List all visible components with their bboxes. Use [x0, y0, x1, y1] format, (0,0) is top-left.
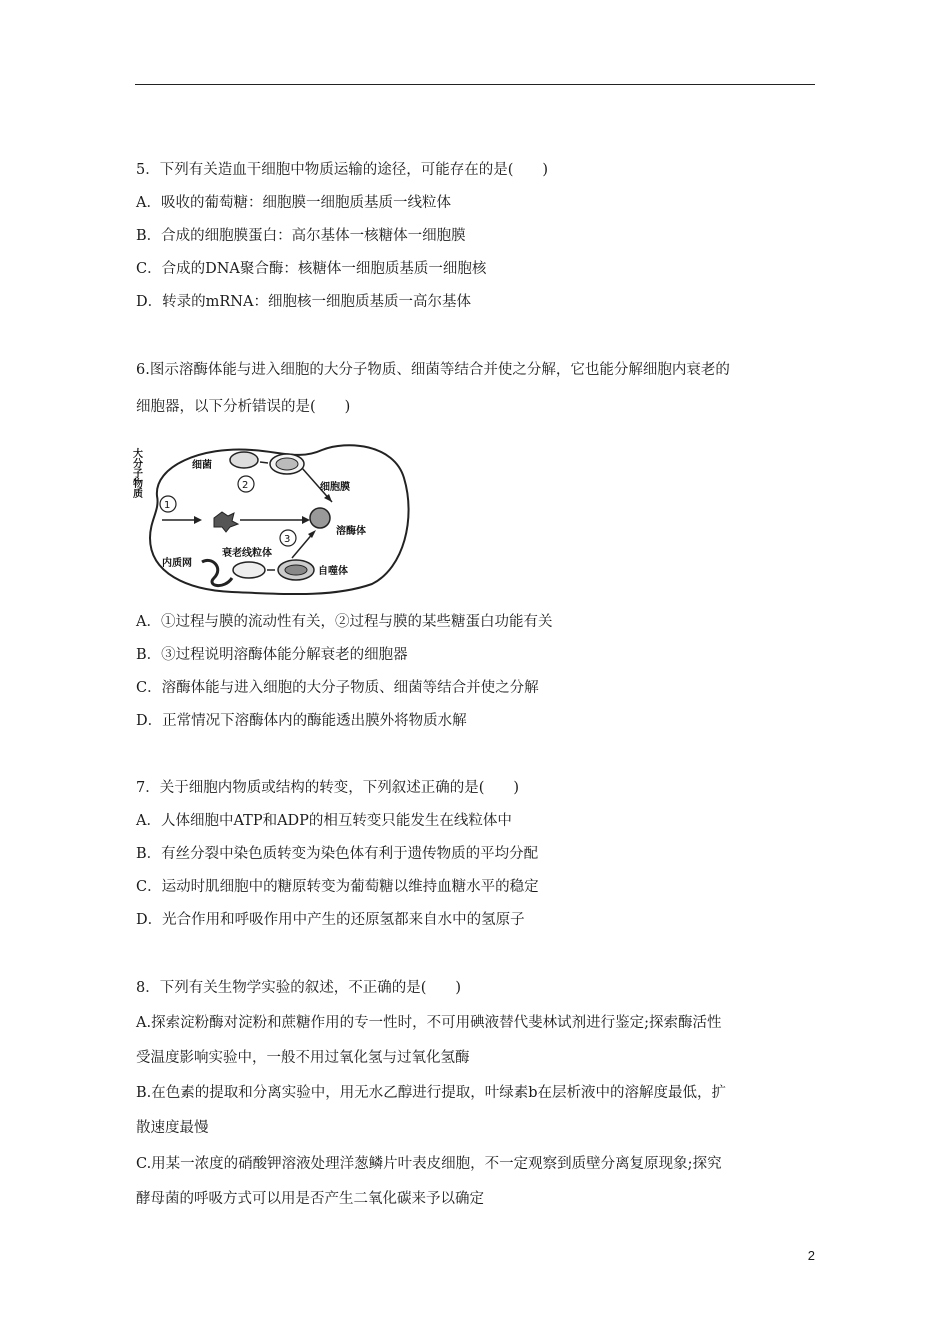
mark-2: 2: [242, 480, 249, 491]
q6-option-b: B．③过程说明溶酶体能分解衰老的细胞器: [136, 647, 408, 663]
label-old-mito: 衰老线粒体: [222, 548, 272, 559]
er-membrane: [202, 560, 232, 585]
q6-option-a: A．①过程与膜的流动性有关，②过程与膜的某些糖蛋白功能有关: [136, 614, 553, 630]
q7-option-c: C．运动时肌细胞中的糖原转变为葡萄糖以维持血糖水平的稳定: [136, 879, 539, 895]
q6-stem-line1: 6.图示溶酶体能与进入细胞的大分子物质、细菌等结合并使之分解，它也能分解细胞内衰老的: [136, 362, 730, 378]
q5-option-b: B．合成的细胞膜蛋白：高尔基体一核糖体一细胞膜: [136, 228, 466, 244]
q7-option-d: D．光合作用和呼吸作用中产生的还原氢都来自水中的氢原子: [136, 912, 525, 928]
q8-line-5: C.用某一浓度的硝酸钾溶液处理洋葱鳞片叶表皮细胞，不一定观察到质壁分离复原现象;探究: [136, 1156, 722, 1172]
macromolecule-blob: [214, 512, 238, 532]
label-lysosome: 溶酶体: [336, 526, 366, 537]
q8-line-6: 酵母菌的呼吸方式可以用是否产生二氧化碳来予以确定: [136, 1191, 484, 1207]
q5-option-c: C．合成的DNA聚合酶：核糖体一细胞质基质一细胞核: [136, 261, 487, 277]
q7-option-b: B．有丝分裂中染色质转变为染色体有利于遗传物质的平均分配: [136, 846, 539, 862]
label-membrane: 细胞膜: [320, 482, 350, 493]
bacterium-entering: [230, 452, 258, 468]
label-er: 内质网: [162, 558, 192, 569]
lysosome-diagram: [132, 438, 422, 598]
q6-option-c: C．溶酶体能与进入细胞的大分子物质、细菌等结合并使之分解: [136, 680, 539, 696]
label-bacteria: 细菌: [192, 460, 212, 471]
q5-option-a: A．吸收的葡萄糖：细胞膜一细胞质基质一线粒体: [136, 195, 451, 211]
q8-stem: 8．下列有关生物学实验的叙述，不正确的是( ): [136, 980, 462, 996]
q5-option-d: D．转录的mRNA：细胞核一细胞质基质一高尔基体: [136, 294, 471, 310]
label-autophagosome: 自噬体: [318, 566, 348, 577]
old-mitochondrion: [233, 562, 265, 578]
q8-line-3: B.在色素的提取和分离实验中，用无水乙醇进行提取，叶绿素b在层析液中的溶解度最低，扩: [136, 1085, 727, 1101]
bacterium-inner: [276, 458, 298, 470]
q7-option-a: A．人体细胞中ATP和ADP的相互转变只能发生在线粒体中: [136, 813, 512, 829]
page-number: 2: [807, 1248, 815, 1263]
label-macromolecule: 大分子物质: [130, 448, 142, 498]
q8-line-1: A.探索淀粉酶对淀粉和蔗糖作用的专一性时，不可用碘液替代斐林试剂进行鉴定;探索酶活性: [136, 1015, 722, 1031]
arrowhead-2: [194, 516, 202, 524]
q5-stem: 5．下列有关造血干细胞中物质运输的途径，可能存在的是( ): [136, 162, 549, 178]
q7-stem: 7．关于细胞内物质或结构的转变，下列叙述正确的是( ): [136, 780, 520, 796]
q6-stem-line2: 细胞器，以下分析错误的是( ): [136, 399, 351, 415]
autophagosome-inner: [285, 565, 307, 575]
q8-line-4: 散速度最慢: [136, 1120, 209, 1136]
lysosome: [310, 508, 330, 528]
q8-line-2: 受温度影响实验中，一般不用过氧化氢与过氧化氢酶: [136, 1050, 470, 1066]
q6-option-d: D．正常情况下溶酶体内的酶能透出膜外将物质水解: [136, 713, 467, 729]
arrowhead-3: [302, 516, 310, 524]
header-rule: [135, 84, 815, 85]
arrow-bacteria-1: [260, 462, 268, 463]
mark-3: 3: [284, 534, 291, 545]
mark-1: 1: [164, 500, 171, 511]
